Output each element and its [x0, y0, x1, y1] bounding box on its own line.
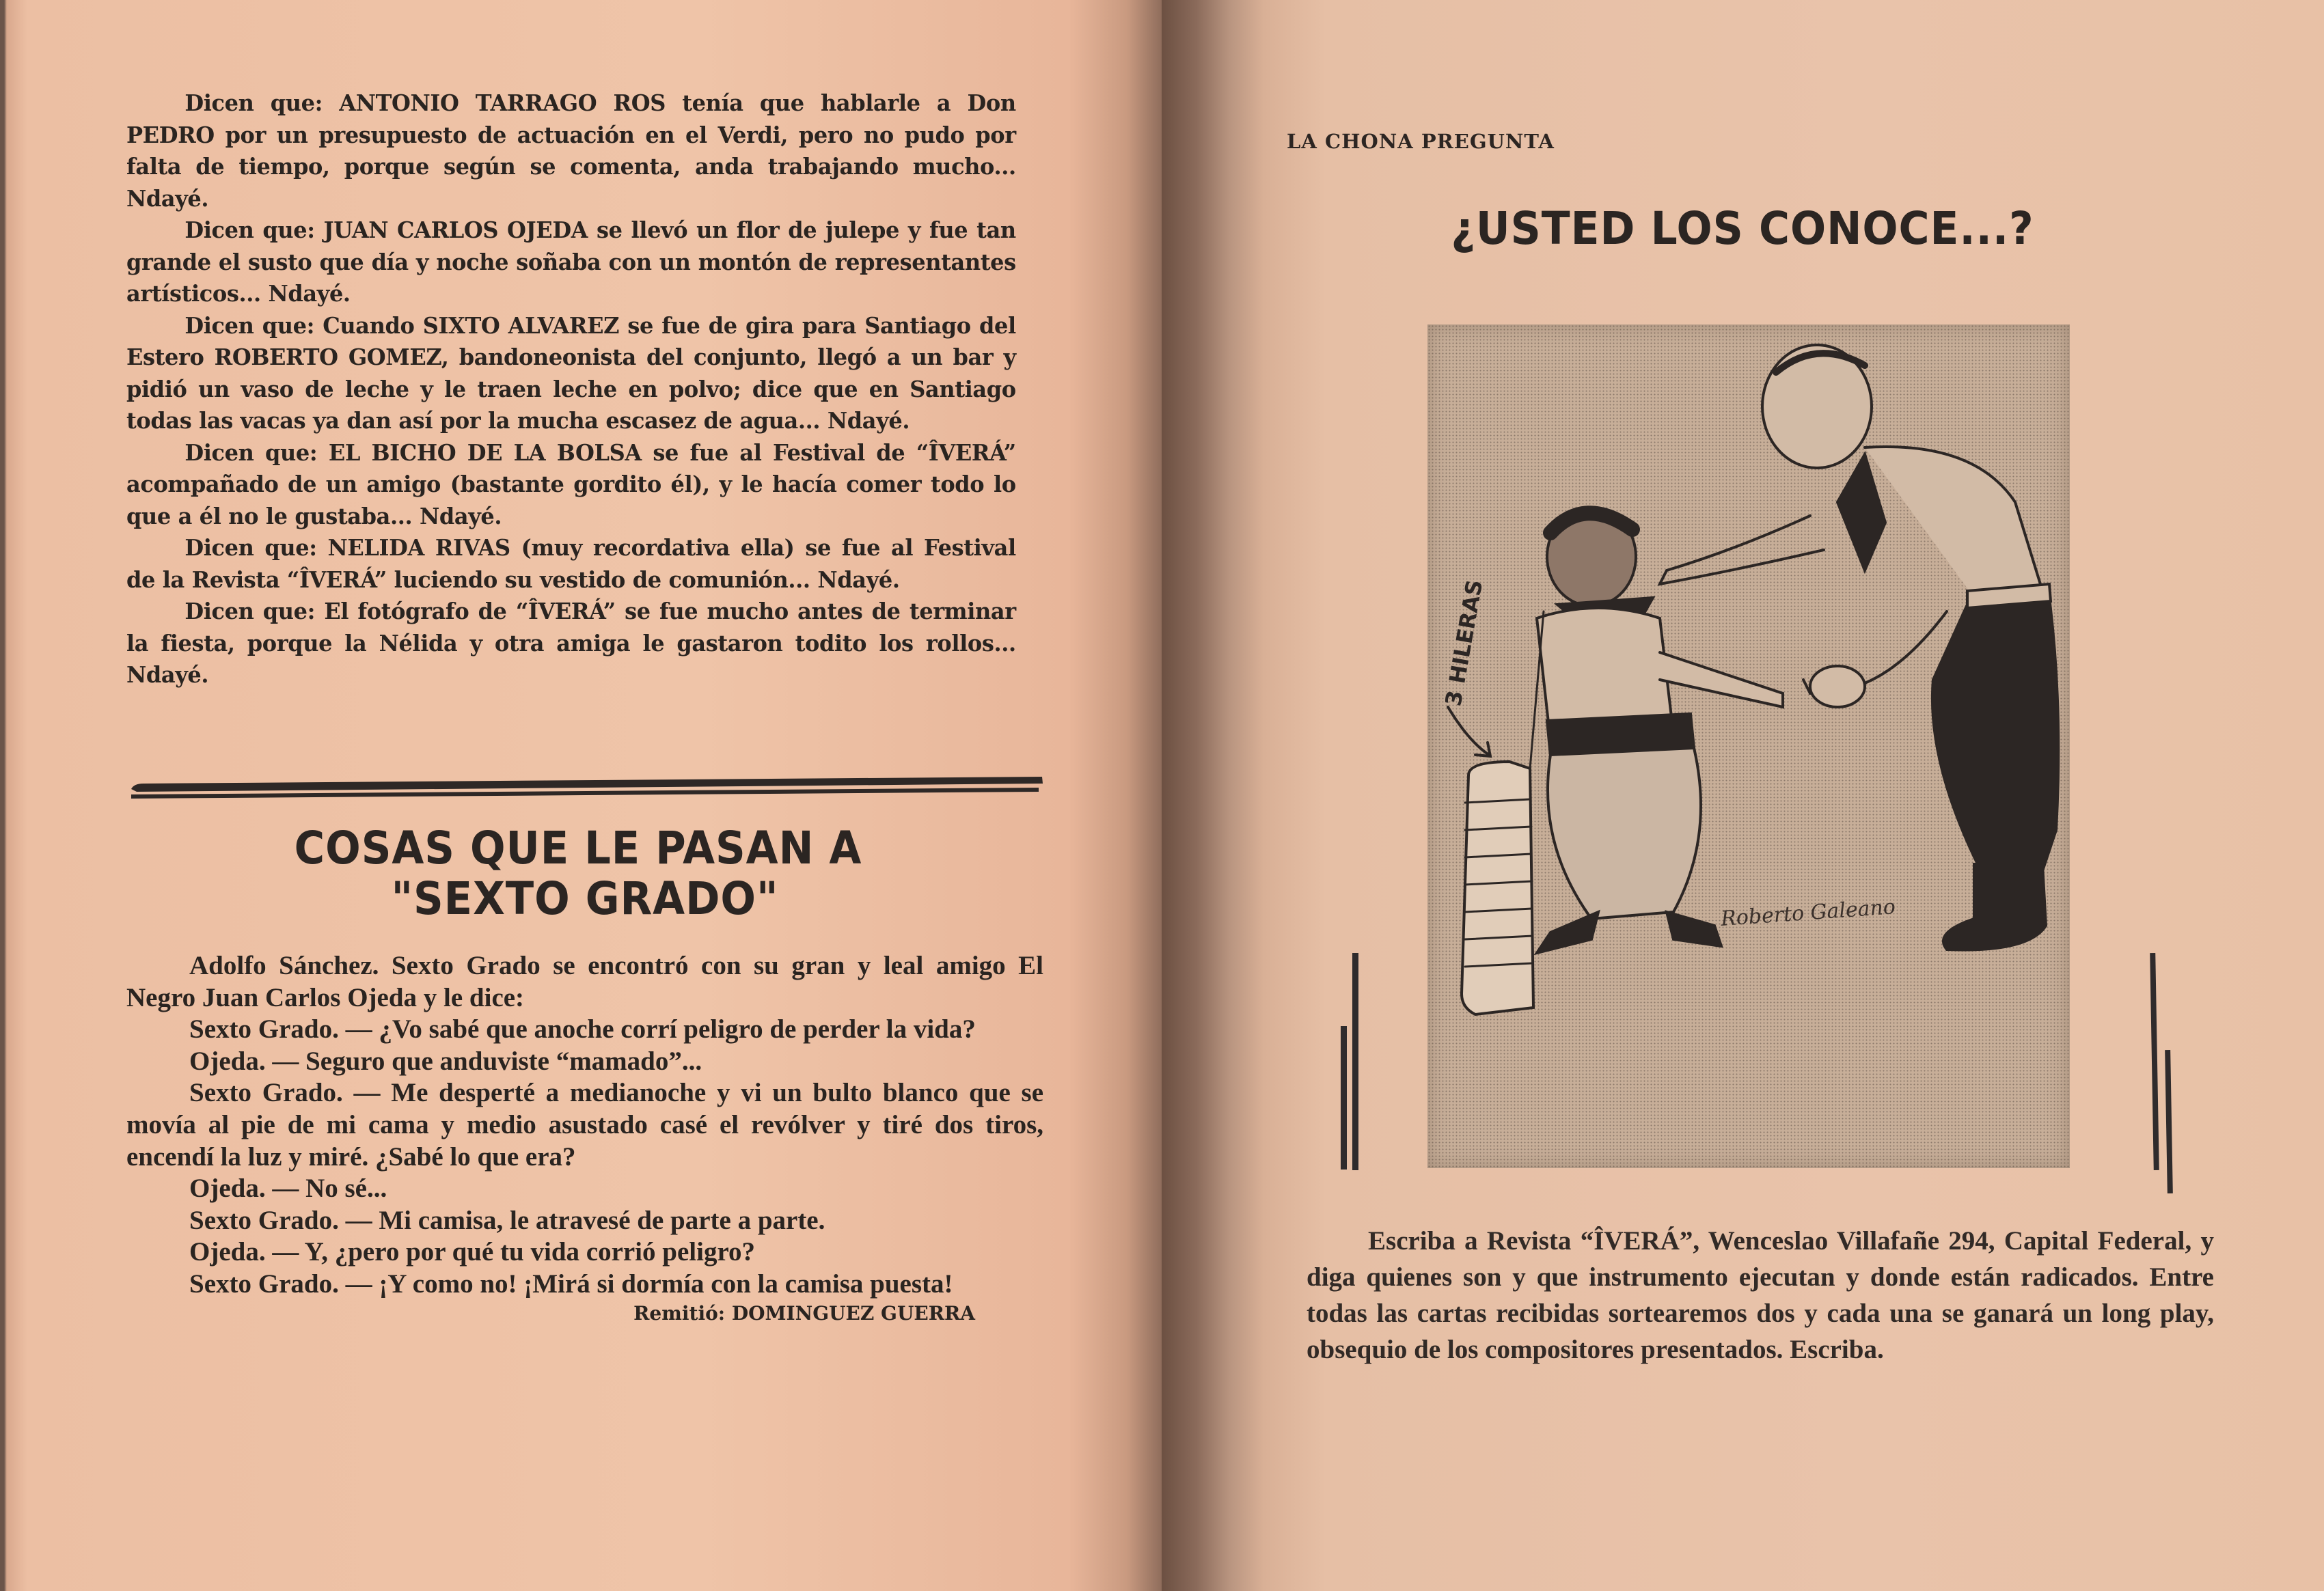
caricature-illustration	[1427, 324, 2070, 1168]
article-title-line2: "SEXTO GRADO"	[391, 872, 779, 925]
contest-instructions: Escriba a Revista “ÎVERÁ”, Wenceslao Villafañe 294, Capital Federal, y diga quienes son y que instrumento ejecutan y donde están radicados. Entre todas las cartas recibidas sortearemos dos y cada una se ganará un long play, obsequio de los compositores presentados. Escriba.	[1307, 1226, 2214, 1364]
article-title-line1: COSAS QUE LE PASAN A	[294, 822, 862, 874]
page-title: ¿USTED LOS CONOCE...?	[1451, 202, 2034, 255]
gossip-column	[126, 87, 1043, 691]
article-credit: Remitió: DOMINGUEZ GUERRA	[633, 1301, 975, 1325]
artist-signature: Roberto Galeano	[1720, 895, 1897, 931]
dialog-line: Ojeda. — No sé...	[189, 1174, 387, 1204]
gossip-paragraph: Dicen que: Cuando SIXTO ALVAREZ se fue de gira para Santiago del Estero ROBERTO GOMEZ, bandoneonista del conjunto, llegó a un bar y pidió un vaso de leche y le traen leche en polvo; dice que en Santiago todas las vacas ya dan así por la mucha escasez de agua... Ndayé.	[126, 312, 1016, 434]
sexto-grado-article	[126, 823, 1043, 1325]
gossip-paragraph: Dicen que: ANTONIO TARRAGO ROS tenía que hablarle a Don PEDRO por un presupuesto de actuación en el Verdi, pero no pudo por falta de tiempo, porque según se comenta, anda trabajando mucho... Ndayé.	[126, 89, 1016, 212]
gossip-paragraph: Dicen que: El fotógrafo de “ÎVERÁ” se fue mucho antes de terminar la fiesta, porque la Nélida y otra amiga le gastaron todito los rollos... Ndayé.	[126, 598, 1016, 688]
gossip-paragraph: Dicen que: JUAN CARLOS OJEDA se llevó un flor de julepe y fue tan grande el susto que día y noche soñaba con un montón de representantes artísticos... Ndayé.	[126, 217, 1016, 307]
caricature-drawing	[1427, 324, 2070, 1168]
decorative-bar	[1341, 1026, 1347, 1170]
section-label: LA CHONA PREGUNTA	[1287, 130, 1555, 153]
gossip-paragraph: Dicen que: NELIDA RIVAS (muy recordativa ella) se fue al Festival de la Revista “ÎVERÁ” luciendo su vestido de comunión... Ndayé.	[126, 534, 1016, 593]
dialog-line: Ojeda. — Y, ¿pero por qué tu vida corrió peligro?	[189, 1237, 756, 1267]
dialog-line: Sexto Grado. — ¡Y como no! ¡Mirá si dormía con la camisa puesta!	[189, 1269, 953, 1299]
section-divider	[130, 774, 1045, 801]
accordion-label: 3 HILERAS	[1440, 577, 1488, 708]
article-intro: Adolfo Sánchez. Sexto Grado se encontró con su gran y leal amigo El Negro Juan Carlos Ojeda y le dice:	[126, 951, 1043, 1012]
dialog-line: Sexto Grado. — Mi camisa, le atravesé de parte a parte.	[189, 1205, 825, 1235]
decorative-bar	[1352, 953, 1358, 1170]
dialog-line: Sexto Grado. — ¿Vo sabé que anoche corrí peligro de perder la vida?	[189, 1014, 976, 1044]
dialog-line: Sexto Grado. — Me desperté a medianoche y vi un bulto blanco que se movía al pie de mi cama y medio asustado casé el revólver y tiré dos tiros, encendí la luz y miré. ¿Sabé lo que era?	[126, 1078, 1043, 1172]
gossip-paragraph: Dicen que: EL BICHO DE LA BOLSA se fue al Festival de “ÎVERÁ” acompañado de un amigo (bastante gordito él), y le hacía comer todo lo que a él no le gustaba... Ndayé.	[126, 439, 1016, 529]
dialog-line: Ojeda. — Seguro que anduviste “mamado”...	[189, 1046, 702, 1076]
